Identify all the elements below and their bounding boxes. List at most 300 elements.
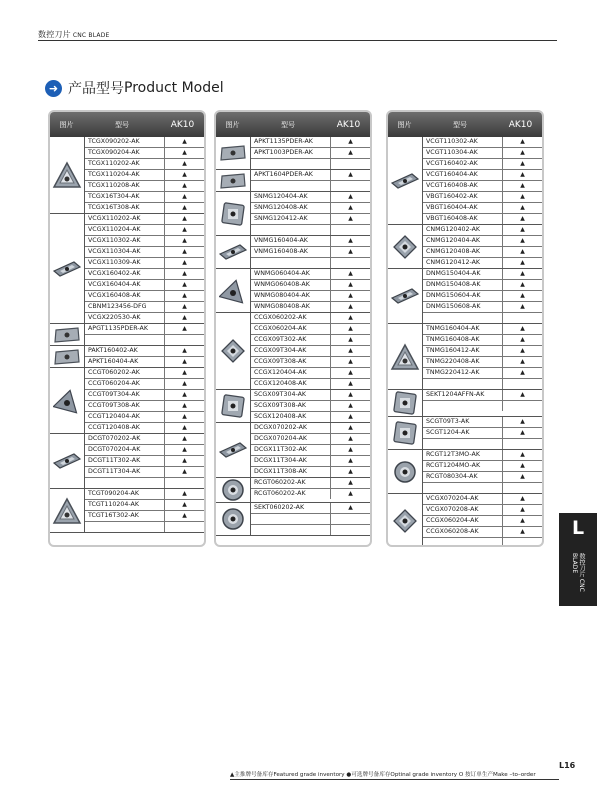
ak10-cell: ▲ [348, 149, 353, 156]
header-ak10: AK10 [508, 119, 533, 130]
table-row [85, 214, 204, 225]
model-cell: RCGT060202-AK [251, 489, 331, 499]
table-row [423, 225, 542, 236]
product-group [216, 423, 370, 478]
table-row [251, 192, 370, 203]
ak10-cell: ▲ [520, 204, 525, 211]
ak10-cell: ▲ [348, 314, 353, 321]
ak10-cell: ▲ [182, 457, 187, 464]
ak10-cell: ▲ [520, 215, 525, 222]
ak10-cell: ▲ [182, 424, 187, 431]
ak10-cell: ▲ [348, 490, 353, 497]
product-group [50, 434, 204, 489]
diamond-insert-icon [216, 423, 251, 477]
model-cell: WNMG060408-AK [251, 280, 331, 290]
table-row [423, 335, 542, 346]
model-cell: CNMG120408-AK [423, 247, 503, 257]
ak10-cell [503, 379, 542, 389]
table-row [85, 500, 204, 511]
ak10-cell: ▲ [348, 402, 353, 409]
table-row [251, 478, 370, 489]
table-row [85, 236, 204, 247]
model-cell: VCGX110204-AK [85, 225, 165, 235]
ak10-cell [503, 313, 542, 323]
model-cell: RCGT060202-AK [251, 478, 331, 488]
table-row [423, 291, 542, 302]
ak10-cell: ▲ [182, 237, 187, 244]
table-row [251, 269, 370, 280]
ak10-cell: ▲ [348, 347, 353, 354]
model-cell: TCGX16T304-AK [85, 192, 165, 202]
table-row [423, 439, 542, 449]
ak10-cell: ▲ [348, 479, 353, 486]
ak10-cell: ▲ [348, 424, 353, 431]
header-model: 型号 [115, 120, 129, 129]
header-en: CNC BLADE [72, 32, 110, 39]
ak10-cell: ▲ [182, 347, 187, 354]
table-row [423, 505, 542, 516]
ak10-cell: ▲ [348, 369, 353, 376]
product-table-3 [386, 110, 544, 547]
legend: ▲主推牌号备库存Featured grade inventory ●可选牌号备库存Optinal grade inventory O 按订单生产Make –to–order [230, 772, 536, 778]
ak10-cell: ▲ [182, 182, 187, 189]
table-row [251, 225, 370, 235]
model-cell: APKT1135PDER-AK [251, 137, 331, 147]
ak10-cell: ▲ [348, 468, 353, 475]
model-cell: WNMG080408-AK [251, 302, 331, 312]
ak10-cell: ▲ [348, 204, 353, 211]
ak10-cell: ▲ [348, 413, 353, 420]
model-cell: CCGX09T302-AK [251, 335, 331, 345]
table-row [251, 390, 370, 401]
model-cell: SNMG120404-AK [251, 192, 331, 202]
ak10-cell: ▲ [520, 473, 525, 480]
ak10-cell: ▲ [182, 193, 187, 200]
model-cell [423, 401, 503, 411]
model-cell: VCGX110309-AK [85, 258, 165, 268]
ak10-cell: ▲ [520, 418, 525, 425]
table-row [85, 522, 204, 532]
model-cell: VCGX110304-AK [85, 247, 165, 257]
table-row [85, 335, 204, 345]
model-cell: APKT1003PDER-AK [251, 148, 331, 158]
table-row [85, 401, 204, 412]
product-group [388, 417, 542, 450]
table-row [85, 170, 204, 181]
ak10-cell: ▲ [182, 468, 187, 475]
ak10-cell [331, 258, 370, 268]
ak10-cell: ▲ [182, 369, 187, 376]
triangle-insert-icon [50, 137, 85, 213]
model-cell: VCGX160404-AK [85, 280, 165, 290]
table-row [251, 214, 370, 225]
ak10-cell: ▲ [520, 303, 525, 310]
model-cell: TCGX16T308-AK [85, 203, 165, 213]
product-group [216, 269, 370, 313]
model-cell: SNMG120412-AK [251, 214, 331, 224]
ak10-cell: ▲ [182, 402, 187, 409]
model-cell: VCGT160404-AK [423, 170, 503, 180]
table-row [423, 170, 542, 181]
model-cell: TCGX110202-AK [85, 159, 165, 169]
table-row [423, 236, 542, 247]
header-image: 图片 [397, 120, 412, 129]
round-insert-icon [388, 450, 423, 493]
table-row [423, 483, 542, 493]
model-cell: CCGX09T304-AK [251, 346, 331, 356]
model-cell [251, 258, 331, 268]
table-row [85, 137, 204, 148]
square-insert-icon [388, 417, 423, 449]
table-row [423, 390, 542, 401]
table-row [251, 401, 370, 412]
model-cell: WNMG060404-AK [251, 269, 331, 279]
table-row [85, 357, 204, 367]
model-cell: TNMG160408-AK [423, 335, 503, 345]
table-header [50, 112, 204, 137]
ak10-cell: ▲ [520, 347, 525, 354]
model-cell: DCGX070204-AK [251, 434, 331, 444]
table-row [423, 258, 542, 268]
model-cell: VCGX110202-AK [85, 214, 165, 224]
table-row [423, 494, 542, 505]
rhombic-insert-icon [388, 225, 423, 268]
diamond-insert-icon [388, 137, 423, 224]
header-image: 图片 [59, 120, 74, 129]
table-row [251, 302, 370, 312]
model-cell [251, 159, 331, 169]
header-ak10: AK10 [170, 119, 195, 130]
product-group [388, 450, 542, 494]
model-cell: SCGX09T304-AK [251, 390, 331, 400]
ak10-cell: ▲ [182, 270, 187, 277]
model-cell [423, 483, 503, 493]
ak10-cell: ▲ [182, 501, 187, 508]
header-model: 型号 [453, 120, 467, 129]
model-cell: SCGT09T3-AK [423, 417, 503, 427]
ak10-cell: ▲ [348, 215, 353, 222]
header-image: 图片 [225, 120, 240, 129]
ak10-cell: ▲ [520, 149, 525, 156]
model-cell: TCGT16T302-AK [85, 511, 165, 521]
table-row [85, 390, 204, 401]
model-cell: CCGX060204-AK [251, 324, 331, 334]
header-rule [38, 40, 557, 41]
table-row [251, 170, 370, 181]
ak10-cell: ▲ [520, 182, 525, 189]
ak10-cell: ▲ [182, 314, 187, 321]
model-cell: DNMG150608-AK [423, 302, 503, 312]
model-cell: CNMG120402-AK [423, 225, 503, 235]
table-row [251, 280, 370, 291]
model-cell: TNMG160404-AK [423, 324, 503, 334]
title-en: Product Model [124, 80, 224, 96]
ak10-cell: ▲ [348, 193, 353, 200]
product-group [216, 137, 370, 170]
table-row [423, 527, 542, 538]
product-group [388, 390, 542, 417]
model-cell: PAKT160402-AK [85, 346, 165, 356]
table-row [423, 192, 542, 203]
section-title [45, 78, 224, 98]
model-cell: VCGX220530-AK [85, 313, 165, 323]
product-table-1 [48, 110, 206, 547]
table-header [388, 112, 542, 137]
product-group [388, 324, 542, 390]
ak10-cell: ▲ [520, 292, 525, 299]
table-row [85, 280, 204, 291]
model-cell: RCGT1204MO-AK [423, 461, 503, 471]
model-cell: TCGX110208-AK [85, 181, 165, 191]
table-row [423, 137, 542, 148]
table-row [251, 445, 370, 456]
ak10-cell: ▲ [348, 358, 353, 365]
table-row [423, 516, 542, 527]
ak10-cell [165, 335, 204, 345]
model-cell [251, 514, 331, 524]
model-cell: CCGX09T308-AK [251, 357, 331, 367]
product-group [388, 269, 542, 324]
diamond-insert-icon [388, 269, 423, 323]
ak10-cell: ▲ [182, 292, 187, 299]
arrow-right-icon: ➜ [45, 80, 62, 97]
model-cell: TNMG220408-AK [423, 357, 503, 367]
model-cell: DCGT070204-AK [85, 445, 165, 455]
table-row [251, 456, 370, 467]
table-row [85, 148, 204, 159]
rect-insert-icon [216, 137, 251, 169]
diamond-insert-icon [50, 214, 85, 323]
model-cell: CCGT060202-AK [85, 368, 165, 378]
table-row [251, 379, 370, 389]
square-insert-icon [216, 192, 251, 235]
model-cell: DCGX11T302-AK [251, 445, 331, 455]
ak10-cell: ▲ [182, 171, 187, 178]
ak10-cell: ▲ [520, 138, 525, 145]
model-cell: VCGX160402-AK [85, 269, 165, 279]
ak10-cell [165, 522, 204, 532]
model-cell: DCGX11T308-AK [251, 467, 331, 477]
model-cell: VNMG160408-AK [251, 247, 331, 257]
ak10-cell: ▲ [182, 204, 187, 211]
ak10-cell: ▲ [182, 325, 187, 332]
model-cell: TNMG220412-AK [423, 368, 503, 378]
table-row [85, 302, 204, 313]
model-cell: TNMG160412-AK [423, 346, 503, 356]
table-row [251, 236, 370, 247]
model-cell: APGT1135PDER-AK [85, 324, 165, 334]
table-row [423, 247, 542, 258]
table-row [85, 181, 204, 192]
model-cell: DCGX11T304-AK [251, 456, 331, 466]
product-group [50, 489, 204, 533]
model-cell: DCGT070202-AK [85, 434, 165, 444]
table-row [85, 489, 204, 500]
ak10-cell: ▲ [520, 391, 525, 398]
table-row [251, 313, 370, 324]
table-row [251, 335, 370, 346]
table-row [85, 467, 204, 478]
model-cell: DNMG150604-AK [423, 291, 503, 301]
table-row [251, 467, 370, 477]
rect-insert-icon [216, 170, 251, 191]
ak10-cell: ▲ [348, 435, 353, 442]
ak10-cell: ▲ [182, 138, 187, 145]
trigon-insert-icon [216, 269, 251, 312]
model-cell: DCGT11T304-AK [85, 467, 165, 477]
model-cell: CCGX120408-AK [251, 379, 331, 389]
model-cell: TCGT090204-AK [85, 489, 165, 499]
ak10-cell: ▲ [348, 270, 353, 277]
table-row [423, 379, 542, 389]
model-cell: TCGX090202-AK [85, 137, 165, 147]
ak10-cell: ▲ [520, 495, 525, 502]
table-row [251, 434, 370, 445]
ak10-cell: ▲ [520, 259, 525, 266]
ak10-cell: ▲ [520, 193, 525, 200]
ak10-cell: ▲ [348, 303, 353, 310]
model-cell: APKT1604PDER-AK [251, 170, 331, 180]
model-cell: WNMG080404-AK [251, 291, 331, 301]
table-row [251, 489, 370, 499]
footer-rule [230, 779, 559, 780]
table-row [85, 159, 204, 170]
model-cell: CNMG120412-AK [423, 258, 503, 268]
rhombic-insert-icon [216, 313, 251, 389]
product-group [50, 368, 204, 434]
table-header [216, 112, 370, 137]
ak10-cell: ▲ [348, 380, 353, 387]
model-cell: VBGT160408-AK [423, 214, 503, 224]
ak10-cell: ▲ [348, 446, 353, 453]
header-model: 型号 [281, 120, 295, 129]
product-group [388, 137, 542, 225]
ak10-cell: ▲ [520, 237, 525, 244]
table-row [85, 423, 204, 433]
table-row [423, 428, 542, 439]
model-cell [423, 313, 503, 323]
model-cell [423, 538, 503, 547]
model-cell: CCGX060204-AK [423, 516, 503, 526]
ak10-cell: ▲ [520, 171, 525, 178]
model-cell: TCGT110204-AK [85, 500, 165, 510]
table-row [251, 412, 370, 422]
ak10-cell [331, 181, 370, 191]
ak10-cell: ▲ [520, 506, 525, 513]
model-cell: DCGT11T302-AK [85, 456, 165, 466]
ak10-cell: ▲ [182, 160, 187, 167]
table-row [85, 269, 204, 280]
ak10-cell: ▲ [520, 358, 525, 365]
product-group [50, 214, 204, 324]
ak10-cell: ▲ [182, 358, 187, 365]
table-row [423, 181, 542, 192]
ak10-cell [331, 159, 370, 169]
ak10-cell [503, 401, 542, 411]
table-row [251, 159, 370, 169]
model-cell: CCGT120404-AK [85, 412, 165, 422]
ak10-cell: ▲ [348, 325, 353, 332]
rect-insert-icon [50, 346, 85, 367]
model-cell [423, 379, 503, 389]
model-cell [251, 225, 331, 235]
side-tab [559, 513, 597, 606]
ak10-cell: ▲ [348, 171, 353, 178]
table-row [251, 181, 370, 191]
table-row [85, 456, 204, 467]
diamond-insert-icon [50, 434, 85, 488]
ak10-cell: ▲ [520, 528, 525, 535]
table-row [251, 291, 370, 302]
title-cn: 产品型号 [68, 81, 124, 97]
table-row [251, 324, 370, 335]
model-cell: VCGX070208-AK [423, 505, 503, 515]
table-row [423, 346, 542, 357]
model-cell: CCGX120404-AK [251, 368, 331, 378]
model-cell: VCGX070204-AK [423, 494, 503, 504]
product-group [216, 478, 370, 503]
table-row [251, 423, 370, 434]
square-insert-icon [216, 390, 251, 422]
table-row [85, 445, 204, 456]
table-row [251, 247, 370, 258]
model-cell [85, 522, 165, 532]
product-group [388, 494, 542, 547]
model-cell: DNMG150408-AK [423, 280, 503, 290]
table-row [423, 148, 542, 159]
table-row [85, 247, 204, 258]
table-row [251, 148, 370, 159]
model-cell: SCGT1204-AK [423, 428, 503, 438]
product-group [50, 346, 204, 368]
ak10-cell [331, 514, 370, 524]
header-ak10: AK10 [336, 119, 361, 130]
ak10-cell [503, 483, 542, 493]
side-tab-letter: L [571, 517, 585, 539]
product-group [50, 324, 204, 346]
ak10-cell [165, 478, 204, 488]
model-cell: VNMG160404-AK [251, 236, 331, 246]
ak10-cell: ▲ [520, 451, 525, 458]
ak10-cell: ▲ [182, 380, 187, 387]
ak10-cell: ▲ [348, 248, 353, 255]
model-cell: CCGX060202-AK [251, 313, 331, 323]
product-group [388, 225, 542, 269]
table-row [251, 258, 370, 268]
ak10-cell: ▲ [182, 490, 187, 497]
product-table-2 [214, 110, 372, 547]
ak10-cell: ▲ [348, 457, 353, 464]
ak10-cell [331, 225, 370, 235]
square-insert-icon [388, 390, 423, 416]
product-group [216, 390, 370, 423]
model-cell: CNMG120404-AK [423, 236, 503, 246]
ak10-cell: ▲ [182, 413, 187, 420]
model-cell: SCGX120408-AK [251, 412, 331, 422]
table-row [85, 225, 204, 236]
ak10-cell: ▲ [182, 215, 187, 222]
model-cell: VCGX110302-AK [85, 236, 165, 246]
ak10-cell: ▲ [182, 281, 187, 288]
table-row [251, 137, 370, 148]
table-row [251, 357, 370, 368]
ak10-cell: ▲ [520, 270, 525, 277]
ak10-cell: ▲ [520, 462, 525, 469]
ak10-cell [503, 439, 542, 449]
table-row [423, 280, 542, 291]
page-header [38, 29, 110, 40]
ak10-cell: ▲ [182, 248, 187, 255]
